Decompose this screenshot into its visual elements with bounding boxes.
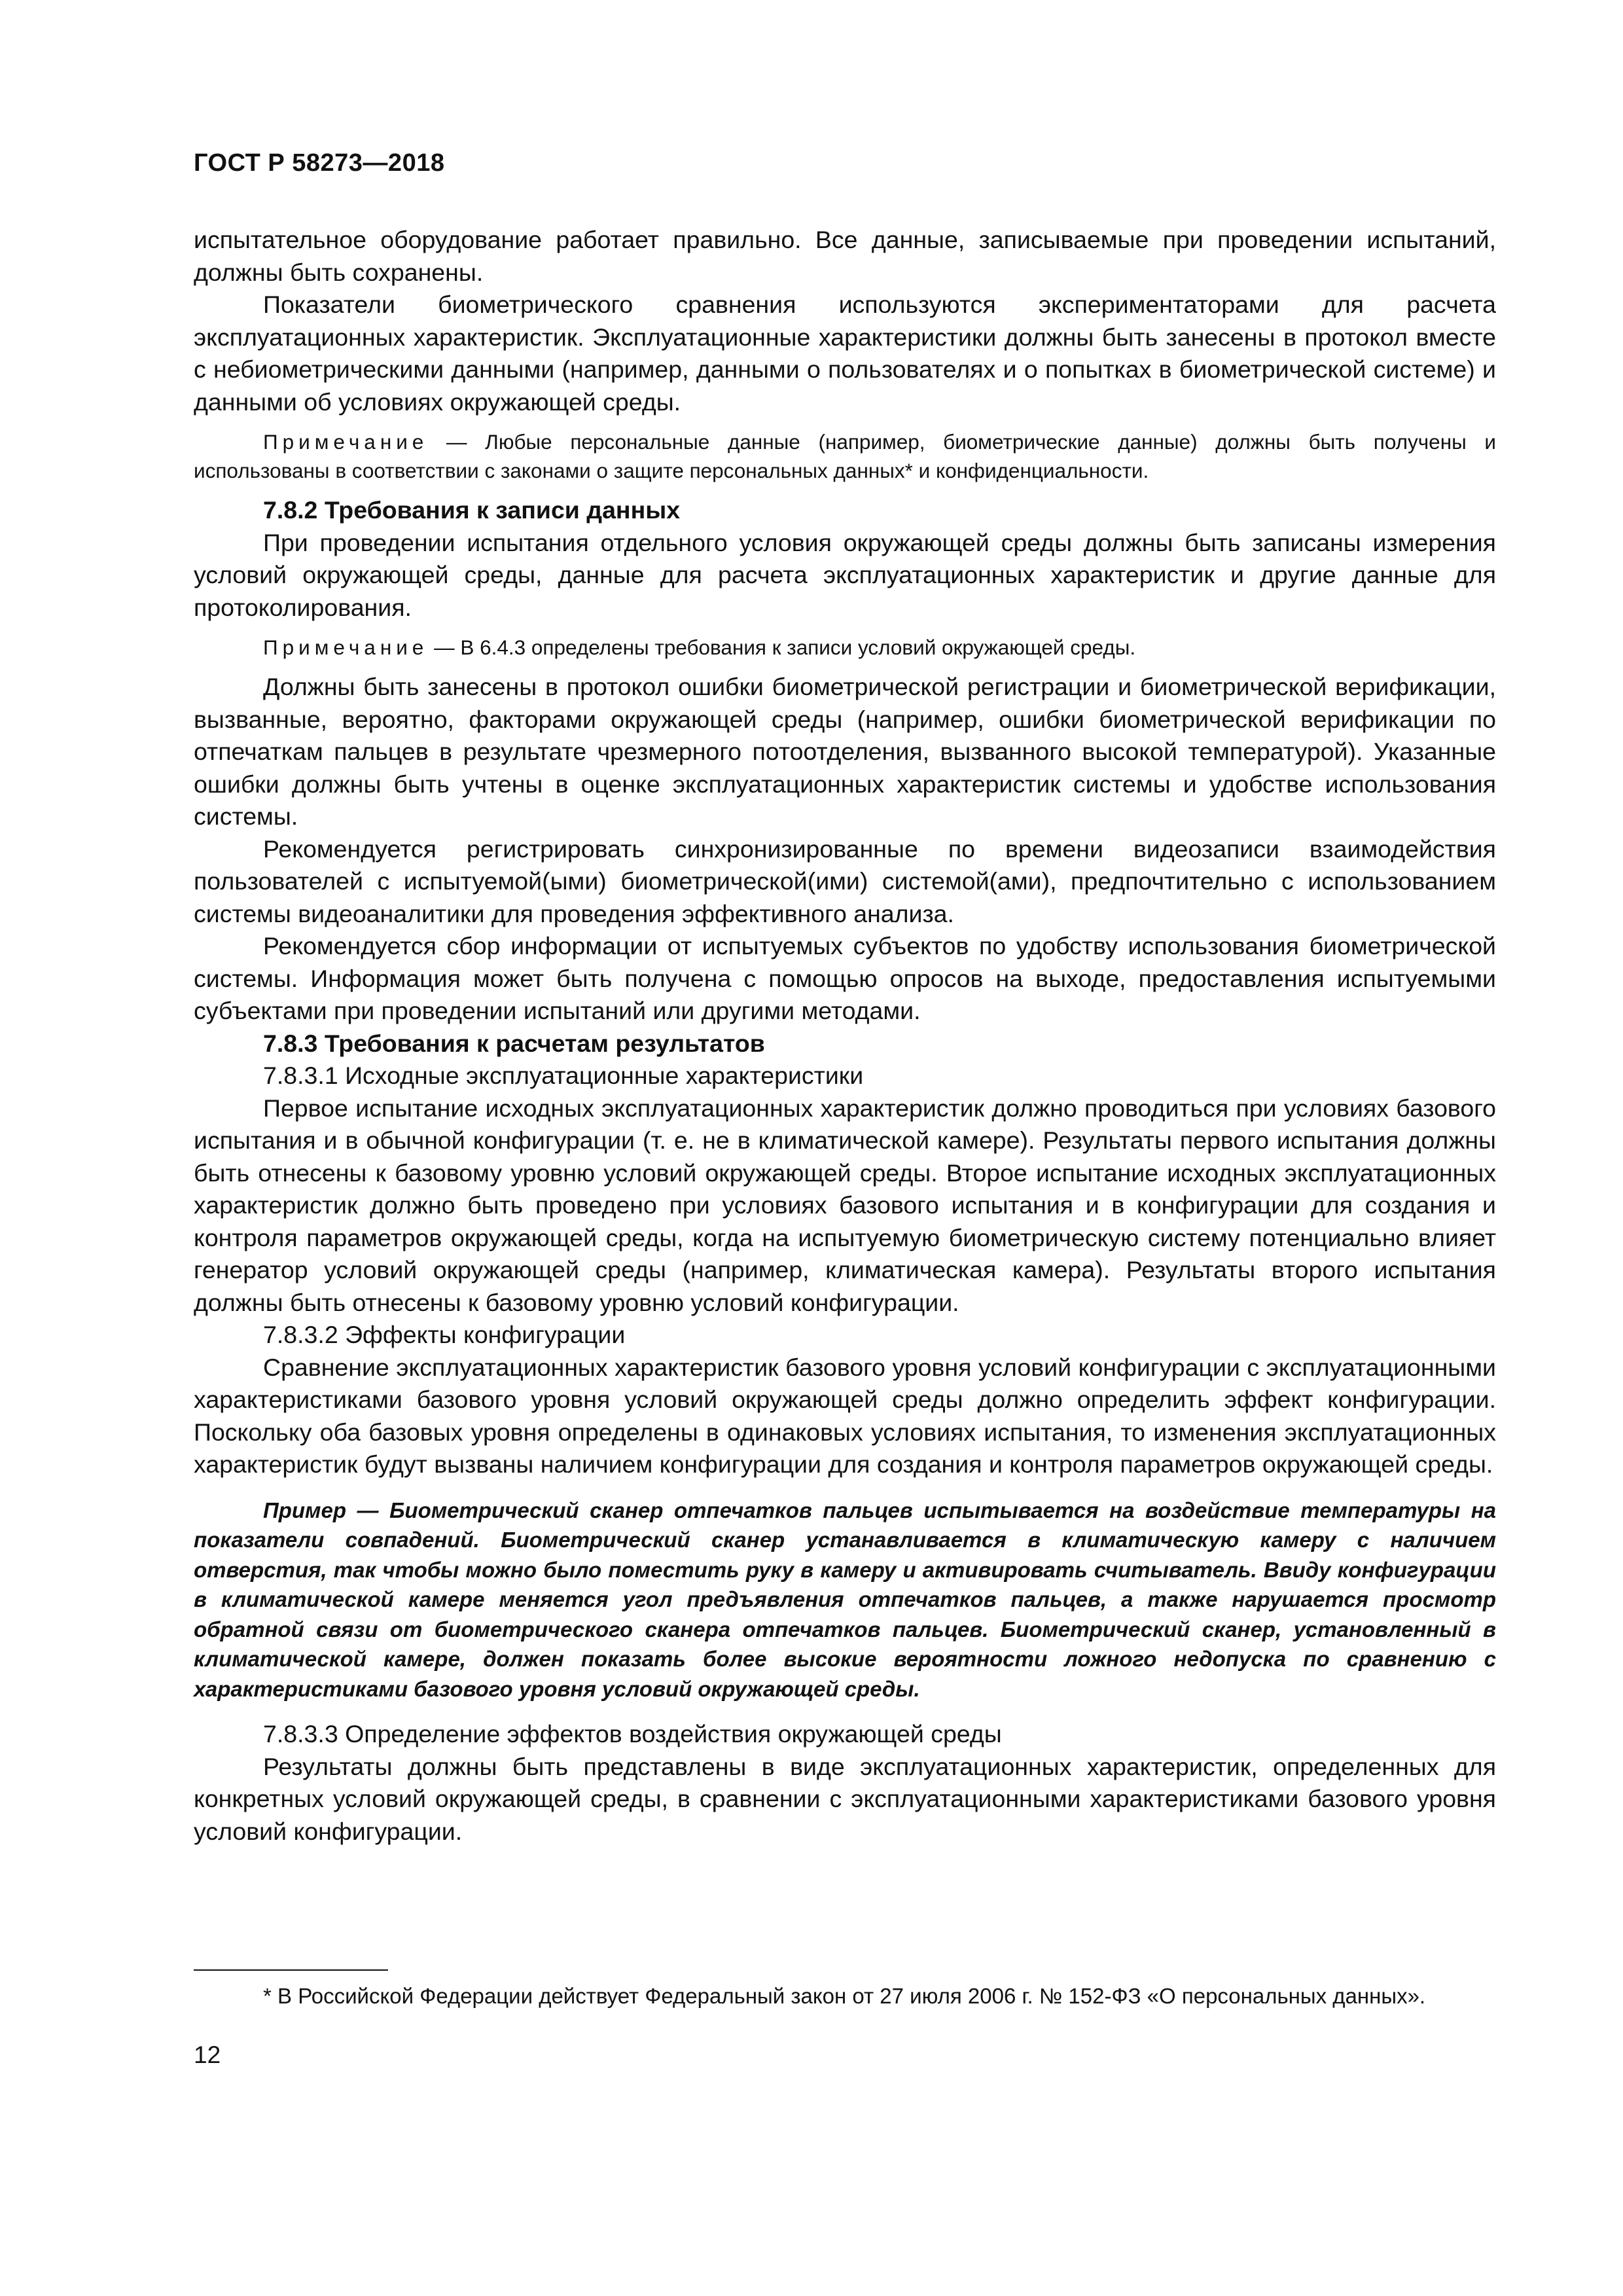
paragraph: Должны быть занесены в протокол ошибки биометрической регистрации и биометрической верификации, вызванные, вероятно, факторами окружающей среды (например, ошибки биометрической верификации по отпечаткам пальцев в результате чрезмерного потоотделения, вызванного высокой температурой). Указанные ошибки должны быть учтены в оценке эксплуатационных характеристик системы и удобстве использования системы. [194, 673, 1496, 830]
note-text: — В 6.4.3 определены требования к записи условий окружающей среды. [428, 636, 1136, 659]
subsection-heading-7-8-3-3: 7.8.3.3 Определение эффектов воздействия окружающей среды [263, 1720, 1002, 1748]
section-heading-7-8-2: 7.8.2 Требования к записи данных [263, 496, 681, 524]
subsection-heading-7-8-3-1: 7.8.3.1 Исходные эксплуатационные характеристики [263, 1062, 864, 1089]
page-number: 12 [194, 2041, 221, 2068]
paragraph: Результаты должны быть представлены в виде эксплуатационных характеристик, определенных для конкретных условий окружающей среды, в сравнении с эксплуатационными характеристиками базового уровня условий конфигурации. [194, 1752, 1496, 1845]
note [194, 427, 1496, 485]
subsection-heading-7-8-3-2: 7.8.3.2 Эффекты конфигурации [263, 1321, 626, 1348]
note [194, 633, 1496, 662]
note-label: Примечание [263, 636, 429, 659]
paragraph: Первое испытание исходных эксплуатационных характеристик должно проводиться при условиях базового испытания и в обычной конфигурации (т. е. не в климатической камере). Результаты первого испытания должны быть отнесены к базовому уровню условий окружающей среды. Второе испытание исходных эксплуатационных характеристик должно быть проведено при условиях базового испытания и в конфигурации для создания и контроля параметров окружающей среды, когда на испытуемую биометрическую систему потенциально влияет генератор условий окружающей среды (например, климатическая камера). Результаты второго испытания должны быть отнесены к базовому уровню условий конфигурации. [194, 1094, 1496, 1316]
paragraph: Показатели биометрического сравнения используются экспериментаторами для расчета эксплуатационных характеристик. Эксплуатационные характеристики должны быть занесены в протокол вместе с небиометрическими данными (например, данными о пользователях и о попытках в биометрической системе) и данными об условиях окружающей среды. [194, 291, 1496, 416]
example-block: Пример — Биометрический сканер отпечатков пальцев испытывается на воздействие температуры на показатели совпадений. Биометрический сканер устанавливается в климатическую камеру с наличием отверстия, так чтобы можно было поместить руку в камеру и активировать считыватель. Ввиду конфигурации в климатической камере меняется угол предъявления отпечатков пальцев, а также нарушается просмотр обратной связи от биометрического сканера отпечатков пальцев. Биометрический сканер, установленный в климатической камере, должен показать более высокие вероятности ложного недопуска по сравнению с характеристиками базового уровня условий окружающей среды. [194, 1498, 1496, 1701]
paragraph: испытательное оборудование работает правильно. Все данные, записываемые при проведении испытаний, должны быть сохранены. [194, 226, 1496, 286]
note-text: — Любые персональные данные (например, биометрические данные) должны быть получены и использованы в соответствии с законами о защите персональных данных* и конфиденциальности. [194, 430, 1496, 482]
paragraph: При проведении испытания отдельного условия окружающей среды должны быть записаны измерения условий окружающей среды, данные для расчета эксплуатационных характеристик и другие данные для протоколирования. [194, 528, 1496, 621]
footnote [194, 1982, 1496, 2011]
body-text [194, 224, 1496, 1848]
footnote-text: В Российской Федерации действует Федеральный закон от 27 июля 2006 г. № 152-ФЗ «О персональных данных». [271, 1984, 1426, 2008]
document-header: ГОСТ Р 58273—2018 [194, 149, 445, 177]
footnote-mark: * [263, 1984, 272, 2008]
paragraph: Сравнение эксплуатационных характеристик базового уровня условий конфигурации с эксплуатационными характеристиками базового уровня условий окружающей среды должно определить эффект конфигурации. Поскольку оба базовых уровня определены в одинаковых условиях испытания, то изменения эксплуатационных характеристик будут вызваны наличием конфигурации для создания и контроля параметров окружающей среды. [194, 1353, 1496, 1478]
note-label: Примечание [263, 430, 429, 454]
paragraph: Рекомендуется сбор информации от испытуемых субъектов по удобству использования биометрической системы. Информация может быть получена с помощью опросов на выходе, предоставления испытуемыми субъектами при проведении испытаний или другими методами. [194, 932, 1496, 1024]
section-heading-7-8-3: 7.8.3 Требования к расчетам результатов [263, 1029, 765, 1057]
paragraph: Рекомендуется регистрировать синхронизированные по времени видеозаписи взаимодействия пользователей с испытуемой(ыми) биометрической(ими) системой(ами), предпочтительно с использованием системы видеоаналитики для проведения эффективного анализа. [194, 834, 1496, 927]
footnote-divider [194, 1969, 388, 1971]
